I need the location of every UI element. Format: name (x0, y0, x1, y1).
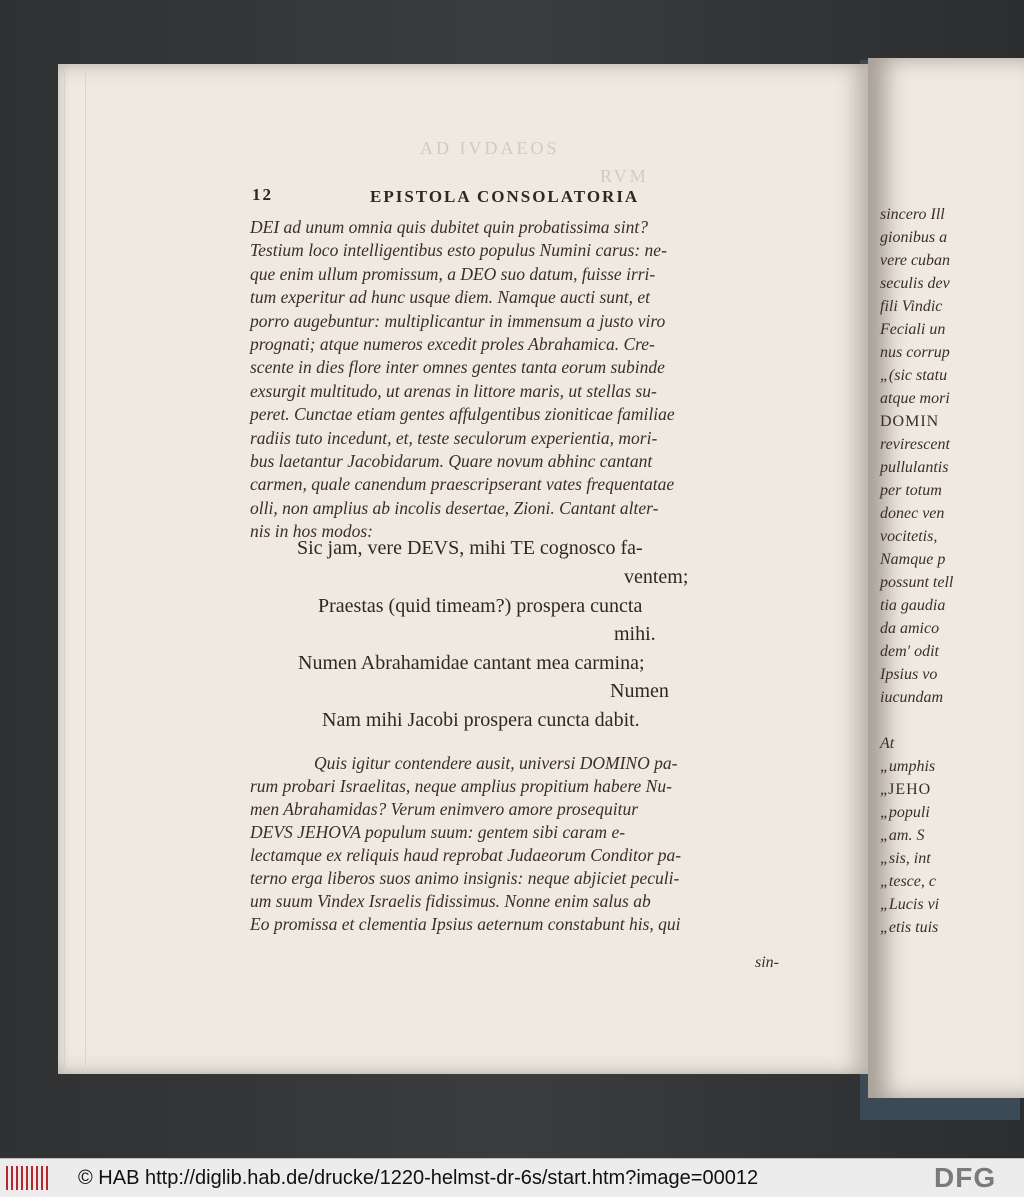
running-head: EPISTOLA CONSOLATORIA (370, 187, 640, 206)
verse-line: Nam mihi Jacobi prospera cuncta dabit. (322, 709, 640, 731)
verse-line: Numen Abrahamidae cantant mea carmina; (298, 652, 645, 674)
facing-page-line: Ipsius vo (880, 666, 938, 683)
text-line: porro augebuntur: multiplicantur in immensum a justo viro (250, 310, 666, 331)
verse-line: Praestas (quid timeam?) prospera cuncta (318, 595, 643, 617)
verse-line: Numen (610, 680, 669, 702)
facing-page-line: „tesce, c (880, 873, 936, 890)
facing-page-line: DOMIN (880, 413, 940, 430)
facing-page-line: per totum (880, 482, 942, 499)
facing-page-line: gionibus a (880, 229, 948, 246)
verse-line: ventem; (624, 566, 689, 588)
page-stack-edge (64, 72, 86, 1072)
show-through-text: RVM (600, 166, 649, 186)
facing-page-line: „Lucis vi (880, 896, 940, 913)
catchword: sin- (755, 954, 779, 971)
text-line: exsurgit multitudo, ut arenas in littore maris, ut stellas su- (250, 380, 657, 401)
facing-page-line: „sis, int (880, 850, 931, 867)
facing-page-line: vocitetis, (880, 528, 938, 545)
text-line: prognati; atque numeros excedit proles Abrahamica. Cre- (250, 334, 655, 355)
facing-page-line: tia gaudia (880, 597, 946, 614)
paragraph-1 (250, 216, 780, 544)
facing-page-line: vere cuban (880, 252, 951, 269)
facing-page-line: revirescent (880, 436, 950, 453)
text-line: carmen, quale canendum praescripserant vates frequentatae (250, 474, 675, 495)
text-line: que enim ullum promissum, a DEO suo datum, fuisse irri- (250, 263, 656, 284)
dfg-logo: DFG (934, 1162, 997, 1193)
facing-page-line: „JEHO (880, 781, 932, 798)
facing-page-line: fili Vindic (880, 298, 943, 315)
paragraph-2 (250, 752, 780, 936)
facing-page-line: nus corrup (880, 344, 950, 361)
text-line: um suum Vindex Israelis fidissimus. Nonne enim salus ab (250, 891, 651, 911)
text-line: radiis tuto incedunt, et, teste seculorum experientia, mori- (250, 427, 658, 448)
facing-page-line: Namque p (880, 551, 946, 568)
citation-link[interactable]: © HAB http://diglib.hab.de/drucke/1220-helmst-dr-6s/start.htm?image=00012 (78, 1167, 759, 1189)
facing-page-line: At (880, 735, 895, 752)
facing-page-line: seculis dev (880, 275, 950, 292)
page-number: 12 (252, 185, 273, 204)
facing-page-line: atque mori (880, 390, 950, 407)
facing-page-line: „populi (880, 804, 930, 821)
text-line: rum probari Israelitas, neque amplius propitium habere Nu- (250, 776, 672, 796)
facing-page-line: dem' odit (880, 643, 939, 660)
facing-page-line: „etis tuis (880, 919, 939, 936)
facing-page-line: pullulantis (880, 459, 949, 476)
facing-page-line: da amico (880, 620, 940, 637)
text-line: nis in hos modos: (250, 521, 373, 542)
hab-logo-icon (6, 1166, 48, 1190)
text-line: tum experitur ad hunc usque diem. Namque aucti sunt, et (250, 287, 651, 308)
text-line: DEI ad unum omnia quis dubitet quin probatissima sint? (250, 217, 648, 237)
text-line: scente in dies flore inter omnes gentes tanta eorum subinde (250, 357, 665, 378)
page-header (252, 185, 792, 211)
text-line: bus laetantur Jacobidarum. Quare novum abhinc cantant (250, 451, 653, 472)
text-line: Eo promissa et clementia Ipsius aeternum constabunt his, qui (250, 914, 681, 934)
verse-line: Sic jam, vere DEVS, mihi TE cognosco fa- (297, 537, 643, 559)
facing-page-line: sincero Ill (880, 206, 945, 223)
text-line: olli, non amplius ab incolis desertae, Zioni. Cantant alter- (250, 497, 659, 518)
facing-page-line: „umphis (880, 758, 936, 775)
facing-page-line: „(sic statu (880, 367, 948, 384)
facing-page-line: Feciali un (880, 321, 946, 338)
facing-page-line: iucundam (880, 689, 944, 706)
text-line: terno erga liberos suos animo insignis: neque abjiciet peculi- (250, 868, 680, 888)
facing-page-line: „am. S (880, 827, 925, 844)
facing-page-line: possunt tell (880, 574, 954, 591)
text-line: peret. Cunctae etiam gentes affulgentibus zioniticae familiae (250, 404, 675, 425)
verse-line: mihi. (614, 623, 656, 645)
text-line: DEVS JEHOVA populum suum: gentem sibi caram e- (250, 822, 626, 842)
text-line: Quis igitur contendere ausit, universi DOMINO pa- (314, 753, 678, 773)
facing-page-line: donec ven (880, 505, 945, 522)
text-line: Testium loco intelligentibus esto populus Numini carus: ne- (250, 240, 667, 261)
text-line: men Abrahamidas? Verum enimvero amore prosequitur (250, 799, 639, 819)
show-through-text: AD IVDAEOS (420, 138, 560, 158)
text-line: lectamque ex reliquis haud reprobat Judaeorum Conditor pa- (250, 845, 682, 865)
viewer-footer (0, 1158, 1024, 1197)
